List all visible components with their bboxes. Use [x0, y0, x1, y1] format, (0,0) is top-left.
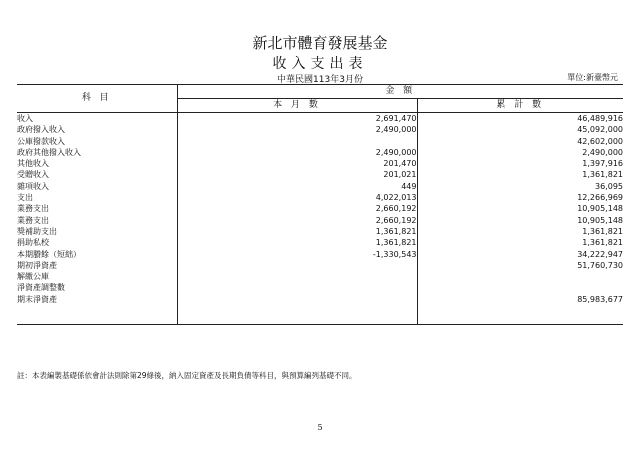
current-month-value: [177, 136, 417, 147]
cumulative-value: 85,983,677: [417, 294, 623, 325]
cumulative-value: 36,095: [417, 181, 623, 192]
table-row: [17, 192, 623, 203]
cumulative-value: 46,489,916: [417, 113, 623, 125]
current-month-value: 2,691,470: [177, 113, 417, 125]
current-month-value: 2,660,192: [177, 215, 417, 226]
income-statement-table: [17, 84, 623, 325]
cumulative-value: 42,602,000: [417, 136, 623, 147]
table-row: [17, 147, 623, 158]
table-row: [17, 260, 623, 271]
row-label: 淨資產調整數: [17, 283, 65, 293]
table-row: [17, 294, 623, 325]
table-row: [17, 169, 623, 180]
row-label: 解繳公庫: [17, 272, 49, 282]
row-label: 業務支出: [17, 204, 49, 214]
table-row: [17, 136, 623, 147]
row-label: 期初淨資產: [17, 260, 57, 270]
row-label: 捐助私校: [17, 238, 49, 248]
table-row: [17, 215, 623, 226]
current-month-value: 2,490,000: [177, 124, 417, 135]
current-month-value: [177, 294, 417, 325]
current-month-value: 1,361,821: [177, 226, 417, 237]
row-label: 本期賸餘（短絀）: [17, 249, 81, 259]
row-label: 雜項收入: [17, 181, 49, 191]
current-month-value: 4,022,013: [177, 192, 417, 203]
current-month-value: [177, 282, 417, 293]
page-number: 5: [317, 423, 323, 432]
current-month-value: 449: [177, 181, 417, 192]
row-label: 其他收入: [17, 159, 49, 169]
current-month-value: 201,021: [177, 169, 417, 180]
row-label: 支出: [17, 193, 33, 203]
row-label: 政府其他撥入收入: [17, 147, 81, 157]
row-label: 受贈收入: [17, 170, 49, 180]
row-label: 公庫撥款收入: [17, 136, 65, 146]
table-row: [17, 271, 623, 282]
table-row: [17, 158, 623, 169]
cumulative-value: 10,905,148: [417, 203, 623, 214]
cumulative-value: 51,760,730: [417, 260, 623, 271]
table-row: [17, 237, 623, 248]
footnote: 註：本表編製基礎係依會計法則除第29條後，納入固定資產及長期負債等科目，與預算編列基礎不同。: [17, 371, 357, 380]
table-row: [17, 124, 623, 135]
table-row: [17, 249, 623, 260]
report-title: 收入支出表: [272, 56, 368, 72]
cumulative-value: 2,490,000: [417, 147, 623, 158]
row-label: 期末淨資產: [17, 294, 177, 325]
fund-title: 新北市體育發展基金: [252, 34, 388, 52]
table-row: [17, 282, 623, 293]
cumulative-column-header: 累 計 數: [417, 99, 623, 113]
row-label: 收入: [17, 114, 33, 123]
table-row: [17, 203, 623, 214]
cumulative-value: 1,397,916: [417, 158, 623, 169]
cumulative-value: 45,092,000: [417, 124, 623, 135]
cumulative-value: 1,361,821: [417, 226, 623, 237]
subject-column-header: 科 目: [17, 85, 177, 113]
cumulative-value: 12,266,969: [417, 192, 623, 203]
current-month-value: 2,490,000: [177, 147, 417, 158]
row-label: 政府撥入收入: [17, 125, 65, 135]
current-month-value: 201,470: [177, 158, 417, 169]
cumulative-value: 34,222,947: [417, 249, 623, 260]
cumulative-value: 10,905,148: [417, 215, 623, 226]
table-row: [17, 181, 623, 192]
row-label: 獎補助支出: [17, 226, 57, 236]
report-period: 中華民國113年3月份: [277, 75, 363, 85]
cumulative-value: 1,361,821: [417, 237, 623, 248]
cumulative-value: [417, 282, 623, 293]
current-month-value: 2,660,192: [177, 203, 417, 214]
cumulative-value: 1,361,821: [417, 169, 623, 180]
row-label: 業務支出: [17, 215, 49, 225]
current-month-column-header: 本 月 數: [177, 99, 417, 113]
current-month-value: 1,361,821: [177, 237, 417, 248]
currency-unit: 單位:新臺幣元: [567, 73, 618, 82]
amount-column-header: 金 額: [177, 85, 623, 99]
table-row: [17, 226, 623, 237]
current-month-value: [177, 260, 417, 271]
table-row: [17, 113, 623, 125]
cumulative-value: [417, 271, 623, 282]
current-month-value: [177, 271, 417, 282]
current-month-value: -1,330,543: [177, 249, 417, 260]
